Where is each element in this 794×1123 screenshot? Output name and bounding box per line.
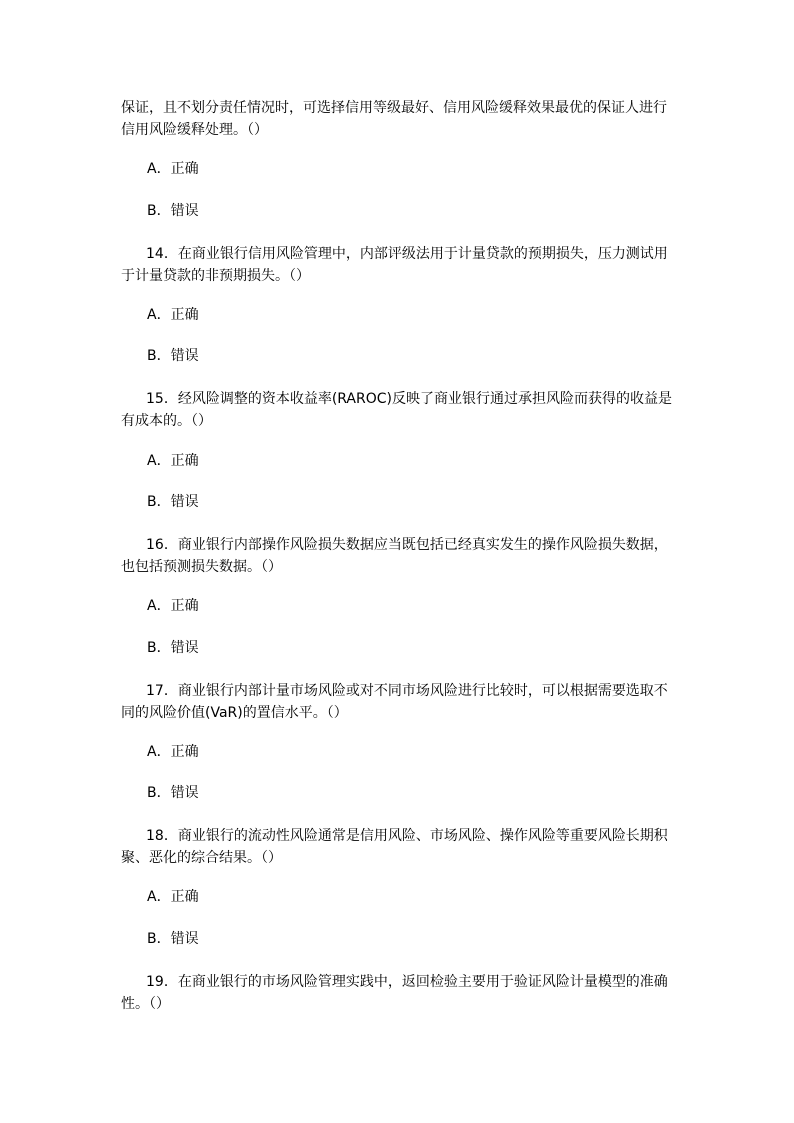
question-14-option-a: A．正确 [147,307,199,323]
question-15-option-b: B．错误 [147,494,199,510]
question-15-text: 15．经风险调整的资本收益率(RAROC)反映了商业银行通过承担风险而获得的收益是有成本的。（） [121,391,672,429]
question-16-option-b: B．错误 [147,640,199,656]
question-14-text: 14．在商业银行信用风险管理中，内部评级法用于计量贷款的预期损失，压力测试用于计量贷款的非预期损失。（） [121,246,668,284]
question-16-text: 16．商业银行内部操作风险损失数据应当既包括已经真实发生的操作风险损失数据，也包括预测损失数据。（） [121,537,668,575]
question-18-text: 18．商业银行的流动性风险通常是信用风险、市场风险、操作风险等重要风险长期积聚、恶化的综合结果。（） [121,828,668,866]
question-18-option-a: A．正确 [147,889,199,905]
question-16-option-a: A．正确 [147,598,199,614]
question-17-option-a: A．正确 [147,744,199,760]
question-17-text: 17．商业银行内部计量市场风险或对不同市场风险进行比较时，可以根据需要选取不同的风险价值(VaR)的置信水平。（） [121,683,668,721]
question-17-option-b: B．错误 [147,785,199,801]
question-13-continuation: 保证，且不划分责任情况时，可选择信用等级最好、信用风险缓释效果最优的保证人进行信用风险缓释处理。（） [121,100,667,138]
question-18-option-b: B．错误 [147,931,199,947]
question-13-option-b: B．错误 [147,203,199,219]
question-15-option-a: A．正确 [147,453,199,469]
question-13-option-a: A．正确 [147,161,199,177]
question-14-option-b: B．错误 [147,348,199,364]
question-19-text: 19．在商业银行的市场风险管理实践中，返回检验主要用于验证风险计量模型的准确性。（） [121,974,668,1012]
